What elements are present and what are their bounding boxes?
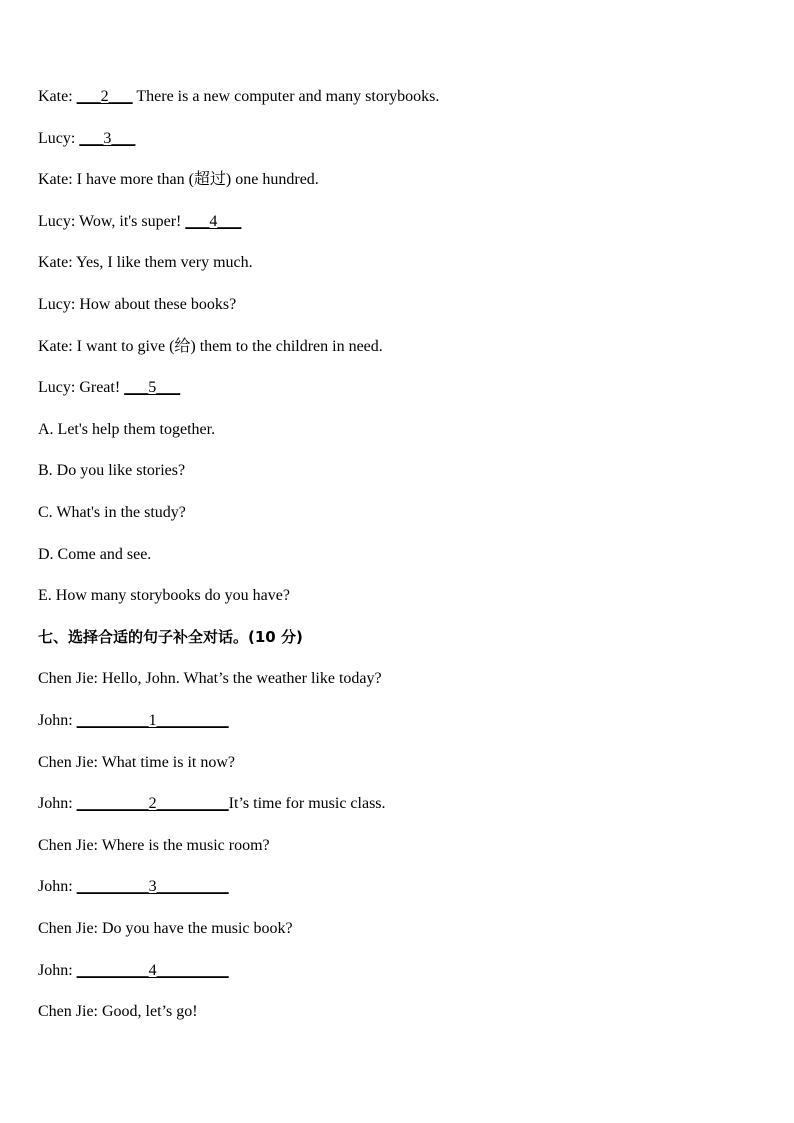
option-b: B. Do you like stories? [38,462,186,479]
speaker-text: Lucy: Wow, it's super! [38,213,186,230]
line-text: Chen Jie: Do you have the music book? [38,920,293,937]
dialogue-line [38,87,439,107]
line-text: Chen Jie: Hello, John. What’s the weather like today? [38,670,382,687]
line-text: There is a new computer and many storybooks. [132,88,440,105]
dialogue-line [38,170,319,190]
option-d: D. Come and see. [38,546,152,563]
line-text: Chen Jie: Good, let’s go! [38,1003,198,1020]
speaker-text: Lucy: [38,130,80,147]
dialogue-line [38,794,386,814]
speaker-text: Kate: [38,88,77,105]
dialogue-line [38,295,236,315]
answer-blank: ___4___ [185,213,242,230]
speaker-text: John: [38,795,77,812]
line-text: Kate: I have more than (超过) one hundred. [38,171,319,188]
dialogue-line [38,212,241,232]
speaker-text: John: [38,962,77,979]
dialogue-line [38,378,180,398]
dialogue-line [38,669,382,689]
option-a: A. Let's help them together. [38,421,216,438]
line-text: Kate: Yes, I like them very much. [38,254,253,271]
speaker-text: Lucy: Great! [38,379,125,396]
dialogue-line [38,753,235,773]
answer-blank: ___2___ [76,88,133,105]
line-text: Chen Jie: Where is the music room? [38,837,270,854]
line-text: Kate: I want to give (给) them to the children in need. [38,338,383,355]
speaker-text: John: [38,878,77,895]
dialogue-line [38,877,229,897]
answer-blank: _________4_________ [76,962,229,979]
answer-blank: ___5___ [124,379,181,396]
answer-blank: _________2_________ [76,795,229,812]
dialogue-line [38,129,135,149]
answer-blank: _________1_________ [76,712,229,729]
dialogue-line [38,919,293,939]
dialogue-line [38,711,229,731]
line-text: Chen Jie: What time is it now? [38,754,236,771]
section-heading: 七、选择合适的句子补全对话。(10 分) [38,628,303,646]
option-c: C. What's in the study? [38,504,186,521]
dialogue-line [38,1002,198,1022]
line-text: Lucy: How about these books? [38,296,237,313]
dialogue-line [38,253,253,273]
answer-blank: ___3___ [79,130,136,147]
dialogue-line [38,961,229,981]
dialogue-line [38,836,270,856]
speaker-text: John: [38,712,77,729]
option-e: E. How many storybooks do you have? [38,587,290,604]
answer-blank: _________3_________ [76,878,229,895]
line-text: It’s time for music class. [228,795,386,812]
dialogue-line [38,337,383,357]
